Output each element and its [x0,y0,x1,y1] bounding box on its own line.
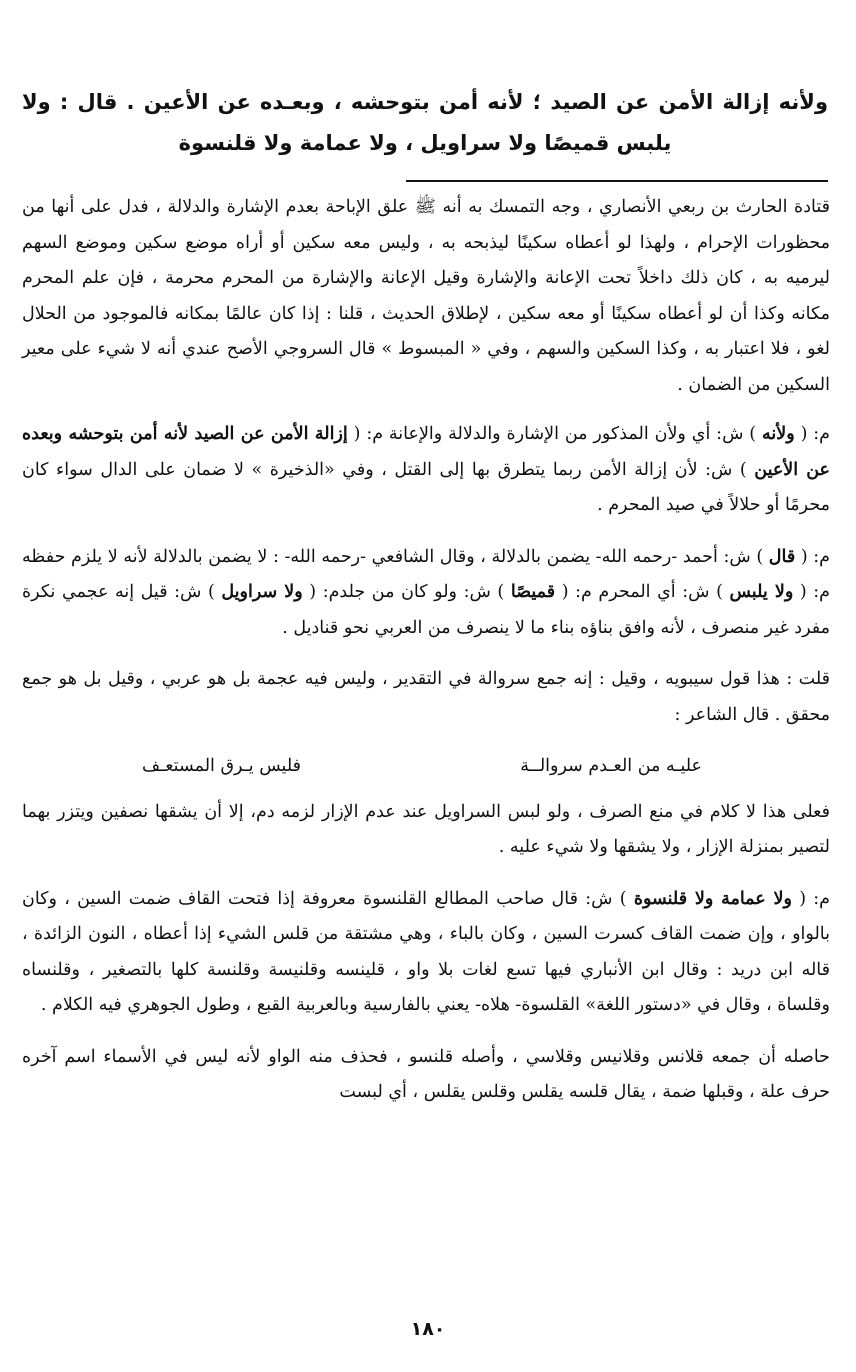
verse-first-hemistich: عليـه من العـدم سروالــة [520,756,702,776]
quoted-matn: قميصًا [510,582,556,602]
commentary-paragraph-3: م: ( قال ) ش: أحمد -رحمه الله- يضمن بالدلالة ، وقال الشافعي -رحمه الله- : لا يضمن بالدلالة لأنه لا يلزم حفظه م: ( ولا يلبس ) ش: أي المحرم م: ( قميصًا ) ش: ولو كان من جلدم: ( ولا سراويل ) ش: قيل إنه عجمي نكرة مفرد غير منصرف ، لأنه وافق بناؤه بناء ما لا ينصرف من العربي نحو قناديل . [22,546,831,638]
commentary-paragraph-1: قتادة الحارث بن ربعي الأنصاري ، وجه التمسك به أنه ﷺ علق الإباحة بعدم الإشارة والدلالة ، فدل على أنها من محظورات الإحرام ، ولهذا لو أعطاه سكينًا ليذبحه به ، وليس معه سكين أو أراه موضع سكين وموضع السهم ليرميه به ، كان ذلك داخلاً تحت الإعانة والإشارة وقيل الإعانة والإشارة من المحرم محرمة ، فإن علم المحرم مكانه وكذا أن لو أعطاه سكينًا أو معه سكين ، لإطلاق الحديث ، قلنا : إذا كان عالمًا بمكانه فالموجود من الحلال لغو ، فلا اعتبار به ، وكذا السكين والسهم ، وفي « المبسوط » قال السروجي الأصح عندي أنه لا شيء على معير السكين من الضمان . [22,197,830,395]
quoted-matn: ولا عمامة ولا قلنسوة [633,888,792,909]
commentary-body [22,190,830,1127]
matn-text: ولأنه إزالة الأمن عن الصيد ؛ لأنه أمن بتوحشه ، وبعـده عن الأعين . قال : ولا يلبس قميصًا ولا سراويل ، ولا عمامة ولا قلنسوة [22,90,828,155]
commentary-paragraph-2: م: ( ولأنه ) ش: أي ولأن المذكور من الإشارة والدلالة والإعانة م: ( إزالة الأمن عن الصيد لأنه أمن بتوحشه وبعده عن الأعين ) ش: لأن إزالة الأمن ربما يتطرق بها إلى القتل ، وفي «الذخيرة » لا ضمان على الدال سواء كان محرمًا أو حلالاً في صيد المحرم . [22,424,831,515]
verse-second-hemistich: فليس يـرق المستعـف [142,756,301,776]
quoted-matn: قال [768,546,796,567]
quoted-matn: ولأنه [762,424,795,444]
separator-rule [406,180,828,182]
commentary-paragraph-5: فعلى هذا لا كلام في منع الصرف ، ولو لبس السراويل عند عدم الإزار لزمه دم، إلا أن يشقها نصفين ويتزر بهما لتصير بمنزلة الإزار ، ولا يشقها ولا شيء عليه . [22,801,830,857]
commentary-paragraph-6: م: ( ولا عمامة ولا قلنسوة ) ش: قال صاحب المطالع القلنسوة معروفة إذا فتحت القاف ضمت السين ، وكان بالواو ، وإن ضمت القاف كسرت السين ، وكان بالباء ، وهي مشتقة من قلس الشيء إذا أعطاه ، النون الزائدة ، قاله ابن دريد : وقال ابن الأنباري فيها تسع لغات بلا واو ، قلينسه وقلنيسة وقلنسة كلها بالتصغير ، وقلنساه وقلساة ، وقال في «دستور اللغة» القلسوة- هلاه- يعني بالفارسية وبالعربية القبع ، وطول الجوهري فيه الكلام . [22,888,830,1015]
quoted-matn: إزالة الأمن عن الصيد لأنه أمن بتوحشه وبعده عن الأعين [22,424,830,480]
commentary-paragraph-4: قلت : هذا قول سيبويه ، وقيل : إنه جمع سروالة في التقدير ، وليس فيه عجمة بل هو عربي ، وقيل بل هو جمع محقق . قال الشاعر : [22,669,830,725]
poetry-verse [22,749,830,785]
quoted-matn: ولا سراويل [221,582,303,602]
page-number: ١٨٠ [410,1318,446,1340]
quoted-matn: ولا يلبس [729,582,794,602]
commentary-paragraph-7: حاصله أن جمعه قلانس وقلانيس وقلاسي ، وأصله قلنسو ، فحذف منه الواو لأنه ليس في الأسماء اسم آخره حرف علة ، وقبلها ضمة ، يقال قلسه يقلس وقلس يقلس ، أي لبست [22,1046,830,1102]
